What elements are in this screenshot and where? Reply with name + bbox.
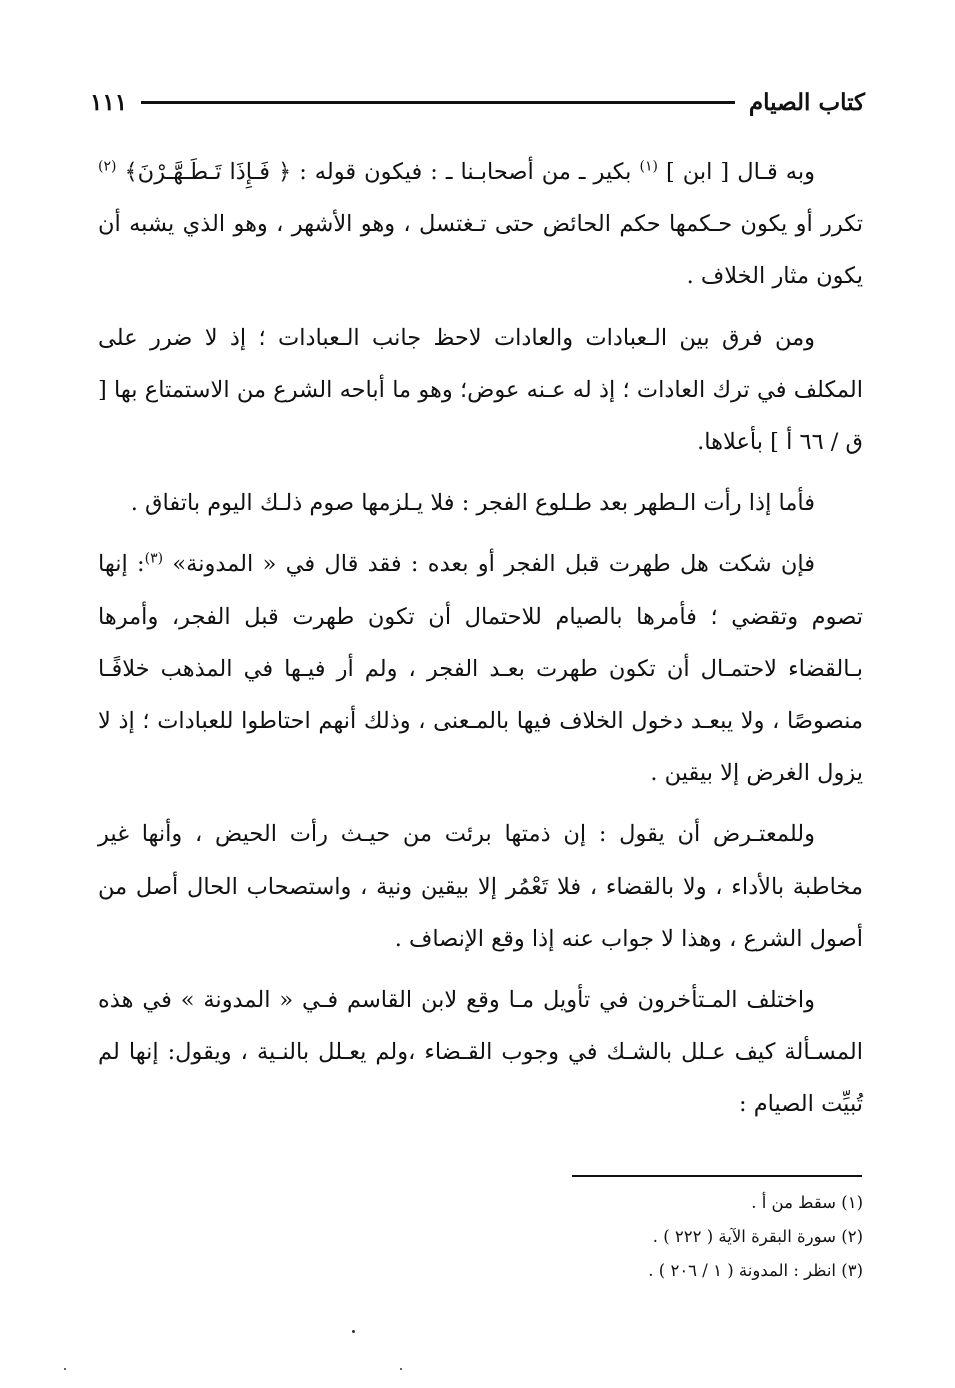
running-header (90, 82, 865, 122)
footnote-1: (١) سقط من أ . (751, 1193, 863, 1212)
paragraph-4 (98, 538, 863, 799)
footnote-ref-1: (١) (639, 158, 658, 175)
paragraph-1-part-c: تكرر أو يكون حـكمها حكم الحائض حتى تـغتسل ، وهو الأشهر ، وهو الذي يشبه أن يكون مثار الخلاف . (98, 211, 863, 290)
footnotes (300, 1186, 863, 1288)
page-number: ١١١ (90, 88, 128, 116)
paragraph-1-part-a: وبه قـال [ ابن ] (657, 159, 815, 185)
footnote-ref-3: (٣) (144, 550, 164, 567)
scan-speck (64, 1368, 66, 1370)
footnote-2: (٢) سورة البقرة الآية ( ٢٢٢ ) . (652, 1227, 863, 1246)
paragraph-4-part-b: : إنها تصوم وتقضي ؛ فأمرها بالصيام للاحتمال أن تكون طهرت قبل الفجر، وأمرها بـالقضاء لاحتمـال أن تكون طهرت بعـد الفجر ، ولم أر فيـها في المذهب خلافًـا منصوصًا ، ولا يبعـد دخول الخلاف فيها بالمـعنى ، وذلك أنهم احتاطوا للعبادات ؛ إذ لا يزول الغرض إلا بيقين . (98, 551, 863, 787)
paragraph-6: واختلف المـتأخرون في تأويل مـا وقع لابن القاسم فـي « المدونة » في هذه المسـألة كيف عـلل بالشـك في وجوب القـضاء ،ولم يعـلل بالنـية ، ويقول: إنها لم تُبيِّت الصيام : (98, 987, 863, 1118)
footnote-ref-2: (٢) (98, 158, 117, 175)
paragraph-5: وللمعتـرض أن يقول : إن ذمتها برئت من حيـث رأت الحيض ، وأنها غير مخاطبة بالأداء ، ولا بالقضاء ، فلا تَعْمُر إلا بيقين ونية ، واستصحاب الحال أصل من أصول الشرع ، وهذا لا جواب عنه إذا وقع الإنصاف . (98, 821, 863, 952)
footnote-separator (572, 1175, 862, 1177)
paragraph-3: فأما إذا رأت الـطهر بعد طـلوع الفجر : فلا يـلزمها صوم ذلـك اليوم باتفاق . (130, 490, 815, 517)
footnote-3: (٣) انظر : المدونة ( ١ / ٢٠٦ ) . (648, 1261, 863, 1280)
scan-speck (352, 1330, 355, 1333)
header-rule (141, 101, 735, 104)
paragraph-1 (98, 146, 863, 303)
paragraph-1-part-b: بكير ـ من أصحابـنا ـ : فيكون قوله : ﴿ فَـإِذَا تَـطَـهَّـرْنَ﴾ (116, 159, 640, 185)
paragraph-2: ومن فرق بين الـعبادات والعادات لاحظ جانب الـعبادات ؛ إذ لا ضرر على المكلف في ترك العادات ؛ إذ له عـنه عوض؛ وهو ما أباحه الشرع من الاستمتاع بها [ ق / ٦٦ أ ] بأعلاها. (98, 324, 863, 456)
paragraph-4-part-a: فإن شكت هل طهرت قبل الفجر أو بعده : فقد قال في « المدونة» (163, 551, 815, 578)
main-text (98, 146, 863, 1140)
scan-speck (400, 1368, 402, 1370)
chapter-title: كتاب الصيام (748, 88, 865, 116)
